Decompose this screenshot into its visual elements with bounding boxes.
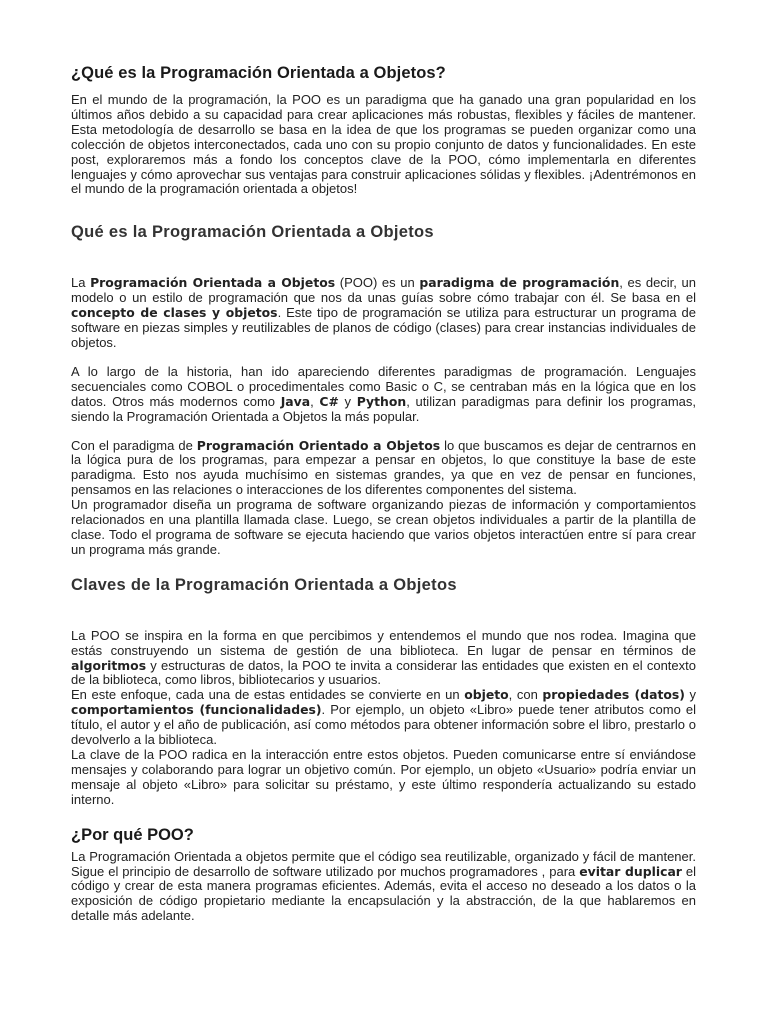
- section-heading-por-que-poo: ¿Por qué POO?: [71, 825, 194, 844]
- paragraph-interaccion: La clave de la POO radica en la interacción entre estos objetos. Pueden comunicarse entre sí enviándose mensajes y colaborando para lograr un objetivo común. Por ejemplo, un objeto «Usuario» podría enviar un mensaje al objeto «Libro» para solicitar su préstamo, y este último respondería actualizando su estado interno.: [71, 747, 696, 807]
- paragraph-por-que: La Programación Orientada a objetos permite que el código sea reutilizable, organizado y fácil de mantener. Sigue el principio de desarrollo de software utilizado por muchos programadores , para evitar duplicar el código y crear de esta manera programas eficientes. Además, evita el acceso no deseado a los datos o la exposición de código propietario mediante la encapsulación y la abstracción, de la que hablaremos en detalle más adelante.: [71, 848, 697, 924]
- paragraph-inspiracion: La POO se inspira en la forma en que percibimos y entendemos el mundo que nos rodea. Imagina que estás construyendo un sistema de gestión de una biblioteca. En lugar de pensar en términos de algoritmos y estructuras de datos, la POO te invita a considerar las entidades que existen en el contexto de la biblioteca, como libros, bibliotecarios y usuarios.: [71, 627, 696, 688]
- paragraph-enfoque: En este enfoque, cada una de estas entidades se convierte en un objeto, con propiedades (datos) y comportamientos (funcionalidades). Por ejemplo, un objeto «Libro» puede tener atributos como el título, el autor y el año de publicación, así como métodos para obtener información sobre el libro, prestarlo o devolverlo a la biblioteca.: [71, 687, 697, 748]
- page-title: ¿Qué es la Programación Orientada a Objetos?: [71, 64, 446, 82]
- paragraph-programador: Un programador diseña un programa de software organizando piezas de información y comportamientos relacionados en una plantilla llamada clase. Luego, se crean objetos individuales a partir de la plantilla de clase. Todo el programa de software se ejecuta haciendo que varios objetos interactúen entre sí para crear un programa más grande.: [71, 497, 696, 557]
- section-heading-claves: Claves de la Programación Orientada a Objetos: [71, 575, 457, 594]
- paragraph-historia: A lo largo de la historia, han ido apareciendo diferentes paradigmas de programación. Lenguajes secuenciales como COBOL o procedimentales como Basic o C, se centraban más en la lógica que en los datos. Otros más modernos como Java, C# y Python, utilizan paradigmas para definir los programas, siendo la Programación Orientada a Objetos la más popular.: [71, 363, 696, 424]
- intro-paragraph: En el mundo de la programación, la POO es un paradigma que ha ganado una gran popularidad en los últimos años debido a su capacidad para crear aplicaciones más robustas, flexibles y fáciles de mantener. Esta metodología de desarrollo se basa en la idea de que los programas se pueden organizar como una colección de objetos interconectados, cada uno con su propio conjunto de datos y funcionalidades. En este post, exploraremos más a fondo los conceptos clave de la POO, cómo implementarla en diferentes lenguajes y cómo aprovechar sus ventajas para construir aplicaciones sólidas y flexibles. ¡Adentrémonos en el mundo de la programación orientada a objetos!: [71, 92, 696, 197]
- paragraph-definicion: La Programación Orientada a Objetos (POO) es un paradigma de programación, es decir, un modelo o un estilo de programación que nos da unas guías sobre cómo trabajar con él. Se basa en el concepto de clases y objetos. Este tipo de programación se utiliza para estructurar un programa de software en piezas simples y reutilizables de planos de código (clases) para crear instancias individuales de objetos.: [71, 275, 696, 350]
- paragraph-paradigma: Con el paradigma de Programación Orientado a Objetos lo que buscamos es dejar de centrarnos en la lógica pura de los programas, para empezar a pensar en objetos, lo que constituye la base de este paradigma. Esto nos ayuda muchísimo en sistemas grandes, ya que en vez de pensar en funciones, pensamos en las relaciones o interacciones de los diferentes componentes del sistema.: [71, 437, 696, 498]
- section-heading-que-es-poo: Qué es la Programación Orientada a Objetos: [71, 223, 434, 242]
